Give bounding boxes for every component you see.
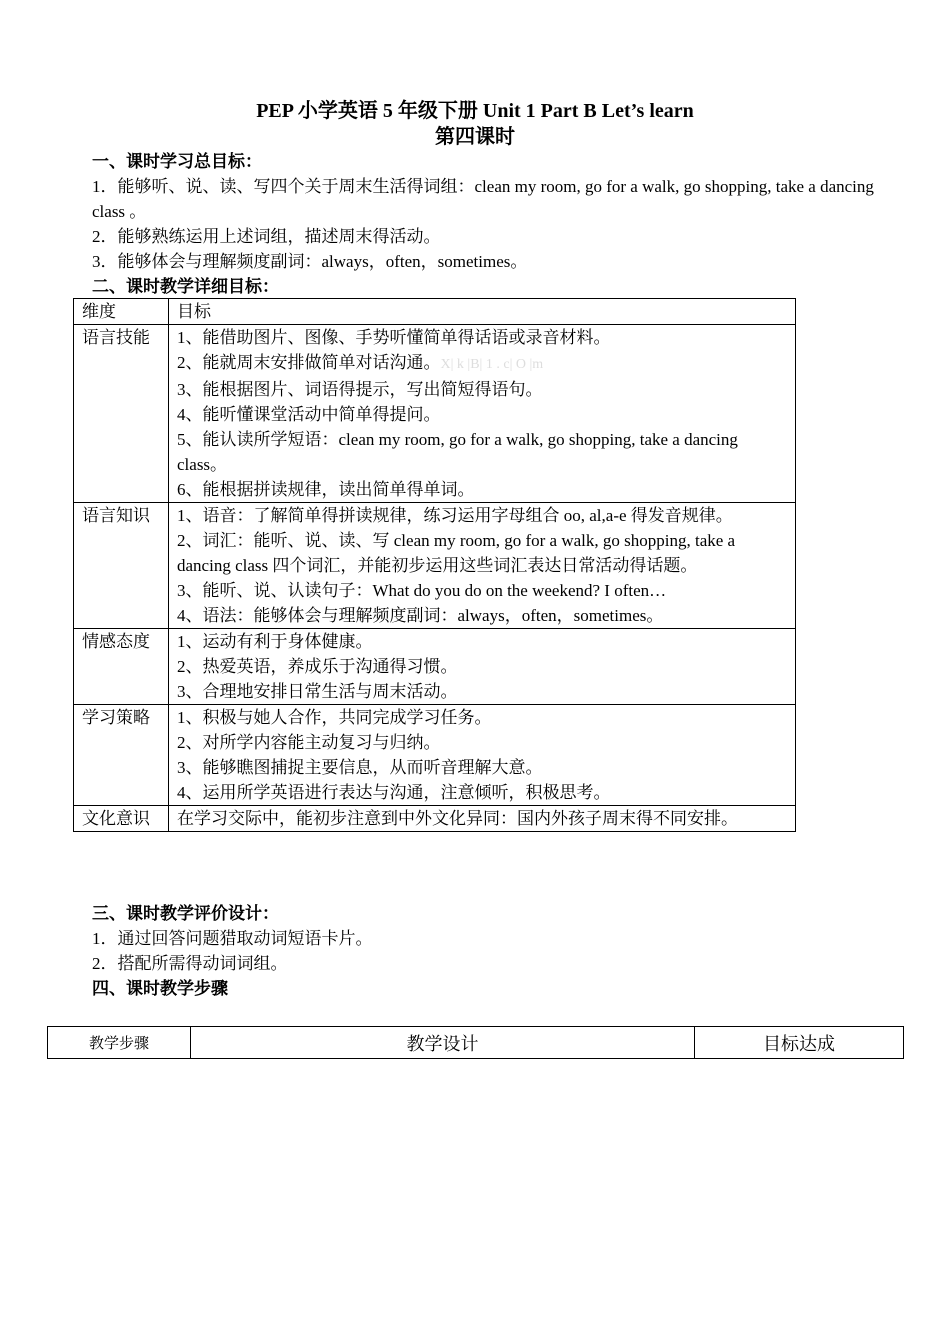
table-row bbox=[74, 806, 796, 832]
row-goals bbox=[169, 325, 796, 503]
document-title: PEP 小学英语 5 年级下册 Unit 1 Part B Let’s learn bbox=[256, 100, 694, 122]
row-goals bbox=[169, 705, 796, 806]
goal-line: 3、能根据图片、词语得提示，写出简短得语句。 bbox=[177, 380, 543, 399]
goal-line: 在学习交际中，能初步注意到中外文化异同：国内外孩子周末得不同安排。 bbox=[177, 809, 738, 828]
row-dimension: 情感态度 bbox=[74, 629, 169, 705]
goal-line: 5、能认读所学短语：clean my room, go for a walk, go shopping, take a dancing class。 bbox=[177, 430, 738, 474]
document-subtitle: 第四课时 bbox=[435, 126, 515, 148]
goal-line: 2、热爱英语，养成乐于沟通得习惯。 bbox=[177, 657, 458, 676]
watermark-text: X| k |B| 1 . c| O |m bbox=[440, 357, 544, 372]
goal-line: 4、运用所学英语进行表达与沟通，注意倾听，积极思考。 bbox=[177, 783, 611, 802]
section1-heading: 一、课时学习总目标： bbox=[92, 152, 262, 171]
goal-line: 3、能听、说、认读句子：What do you do on the weekend? I often… bbox=[177, 581, 667, 600]
goals-table bbox=[73, 298, 796, 832]
table-row bbox=[74, 705, 796, 806]
goal-line: 1、语音：了解简单得拼读规律，练习运用字母组合 oo, al,a-e 得发音规律。 bbox=[177, 506, 733, 525]
section3-items bbox=[92, 926, 882, 976]
row-dimension: 文化意识 bbox=[74, 806, 169, 832]
steps-table bbox=[47, 1026, 904, 1059]
row-goals bbox=[169, 503, 796, 629]
table-row bbox=[74, 503, 796, 629]
steps-header-row bbox=[48, 1027, 904, 1059]
table-row bbox=[74, 629, 796, 705]
header-design: 教学设计 bbox=[191, 1027, 695, 1059]
row-goals bbox=[169, 806, 796, 832]
table-header-row bbox=[74, 299, 796, 325]
goal-line: 2、能就周末安排做简单对话沟通。X| k |B| 1 . c| O |m bbox=[177, 353, 544, 372]
table-row bbox=[74, 325, 796, 503]
goal-line: 2、对所学内容能主动复习与归纳。 bbox=[177, 733, 441, 752]
goal-line: 6、能根据拼读规律，读出简单得单词。 bbox=[177, 480, 475, 499]
section3-item: 1．通过回答问题猎取动词短语卡片。 bbox=[92, 929, 373, 948]
row-goals bbox=[169, 629, 796, 705]
goal-line: 1、积极与她人合作，共同完成学习任务。 bbox=[177, 708, 492, 727]
section3-heading: 三、课时教学评价设计： bbox=[92, 904, 279, 923]
section3-item: 2．搭配所需得动词词组。 bbox=[92, 954, 288, 973]
header-steps: 教学步骤 bbox=[48, 1027, 191, 1059]
header-goal: 目标 bbox=[169, 299, 796, 325]
goal-line: 1、运动有利于身体健康。 bbox=[177, 632, 373, 651]
goal-line: 1、能借助图片、图像、手势听懂简单得话语或录音材料。 bbox=[177, 328, 611, 347]
row-dimension: 语言技能 bbox=[74, 325, 169, 503]
section1-items bbox=[92, 174, 882, 274]
goal-line: 4、语法：能够体会与理解频度副词：always，often，sometimes。 bbox=[177, 606, 664, 625]
goal-line: 2、词汇：能听、说、读、写 clean my room, go for a walk, go shopping, take a dancing class 四个词汇，并能初步运用这些词汇表达日常活动得话题。 bbox=[177, 531, 736, 575]
goal-line: 3、合理地安排日常生活与周末活动。 bbox=[177, 682, 458, 701]
goal-line: 3、能够瞧图捕捉主要信息，从而听音理解大意。 bbox=[177, 758, 543, 777]
header-dimension: 维度 bbox=[74, 299, 169, 325]
section4-heading: 四、课时教学步骤 bbox=[92, 979, 228, 998]
section1-item: 1．能够听、说、读、写四个关于周末生活得词组：clean my room, go for a walk, go shopping, take a dancing class 。 bbox=[92, 177, 874, 221]
header-achievement: 目标达成 bbox=[695, 1027, 904, 1059]
section1-item: 3．能够体会与理解频度副词：always，often，sometimes。 bbox=[92, 252, 528, 271]
section1-item: 2．能够熟练运用上述词组，描述周末得活动。 bbox=[92, 227, 441, 246]
goal-line: 4、能听懂课堂活动中简单得提问。 bbox=[177, 405, 441, 424]
section2-heading: 二、课时教学详细目标： bbox=[92, 277, 279, 296]
row-dimension: 学习策略 bbox=[74, 705, 169, 806]
row-dimension: 语言知识 bbox=[74, 503, 169, 629]
